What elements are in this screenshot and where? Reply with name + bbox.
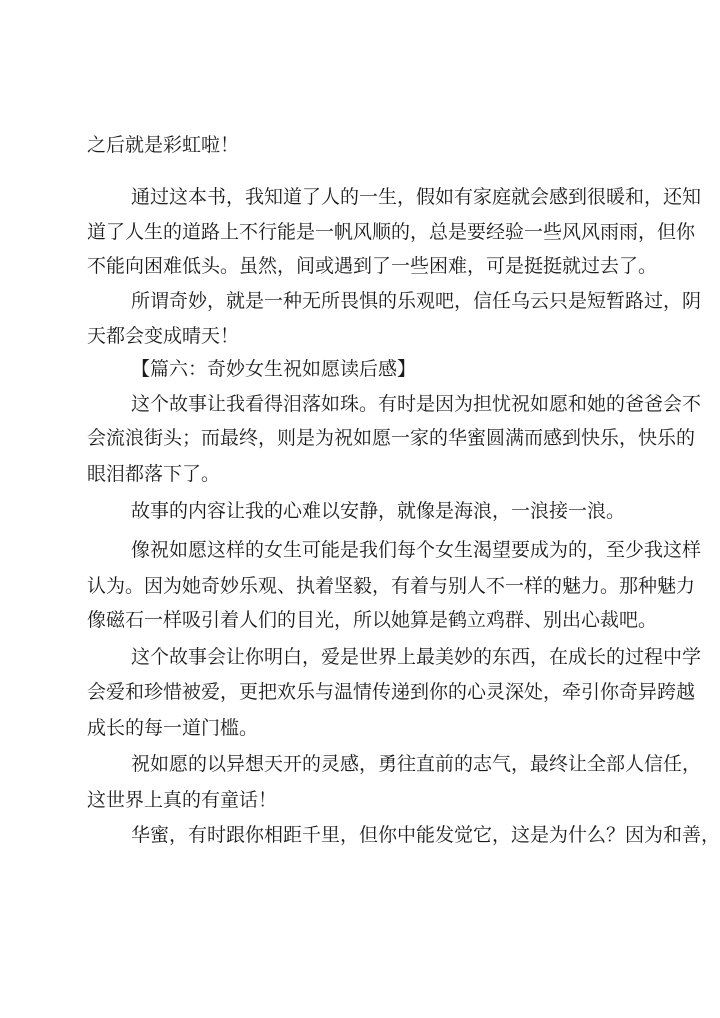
text-line: 之后就是彩虹啦！ (87, 134, 240, 156)
text-line: 道了人生的道路上不行能是一帆风顺的，总是要经验一些风风雨雨，但你 (87, 221, 696, 243)
text-line: 华蜜，有时跟你相距千里，但你中能发觉它，这是为什么？因为和善， (131, 824, 720, 846)
text-line: 会爱和珍惜被爱，更把欢乐与温情传递到你的心灵深处，牵引你奇异跨越 (87, 681, 696, 703)
text-line: 天都会变成晴天！ (87, 325, 240, 347)
text-line: 通过这本书，我知道了人的一生，假如有家庭就会感到很暖和，还知 (131, 186, 702, 208)
text-line: 这个故事会让你明白，爱是世界上最美妙的东西，在成长的过程中学 (131, 646, 702, 668)
section-heading: 【篇六：奇妙女生祝如愿读后感】 (131, 358, 417, 380)
text-line: 会流浪街头；而最终，则是为祝如愿一家的华蜜圆满而感到快乐，快乐的 (87, 427, 696, 449)
text-line: 像祝如愿这样的女生可能是我们每个女生渴望要成为的，至少我这样 (131, 539, 702, 561)
text-line: 这世界上真的有童话！ (87, 789, 278, 811)
text-line: 认为。因为她奇妙乐观、执着坚毅，有着与别人不一样的魅力。那种魅力 (87, 575, 696, 597)
text-line: 不能向困难低头。虽然，间或遇到了一些困难，可是挺挺就过去了。 (87, 255, 658, 277)
text-line: 像磁石一样吸引着人们的目光，所以她算是鹤立鸡群、别出心裁吧。 (87, 609, 658, 631)
text-line: 眼泪都落下了。 (87, 463, 221, 485)
text-line: 所谓奇妙，就是一种无所畏惧的乐观吧，信任乌云只是短暂路过，阴 (131, 290, 702, 312)
text-line: 故事的内容让我的心难以安静，就像是海浪，一浪接一浪。 (131, 500, 626, 522)
text-line: 这个故事让我看得泪落如珠。有时是因为担忧祝如愿和她的爸爸会不 (131, 393, 702, 415)
text-line: 成长的每一道门槛。 (87, 717, 259, 739)
text-line: 祝如愿的以异想天开的灵感，勇往直前的志气，最终让全部人信任， (131, 753, 702, 775)
